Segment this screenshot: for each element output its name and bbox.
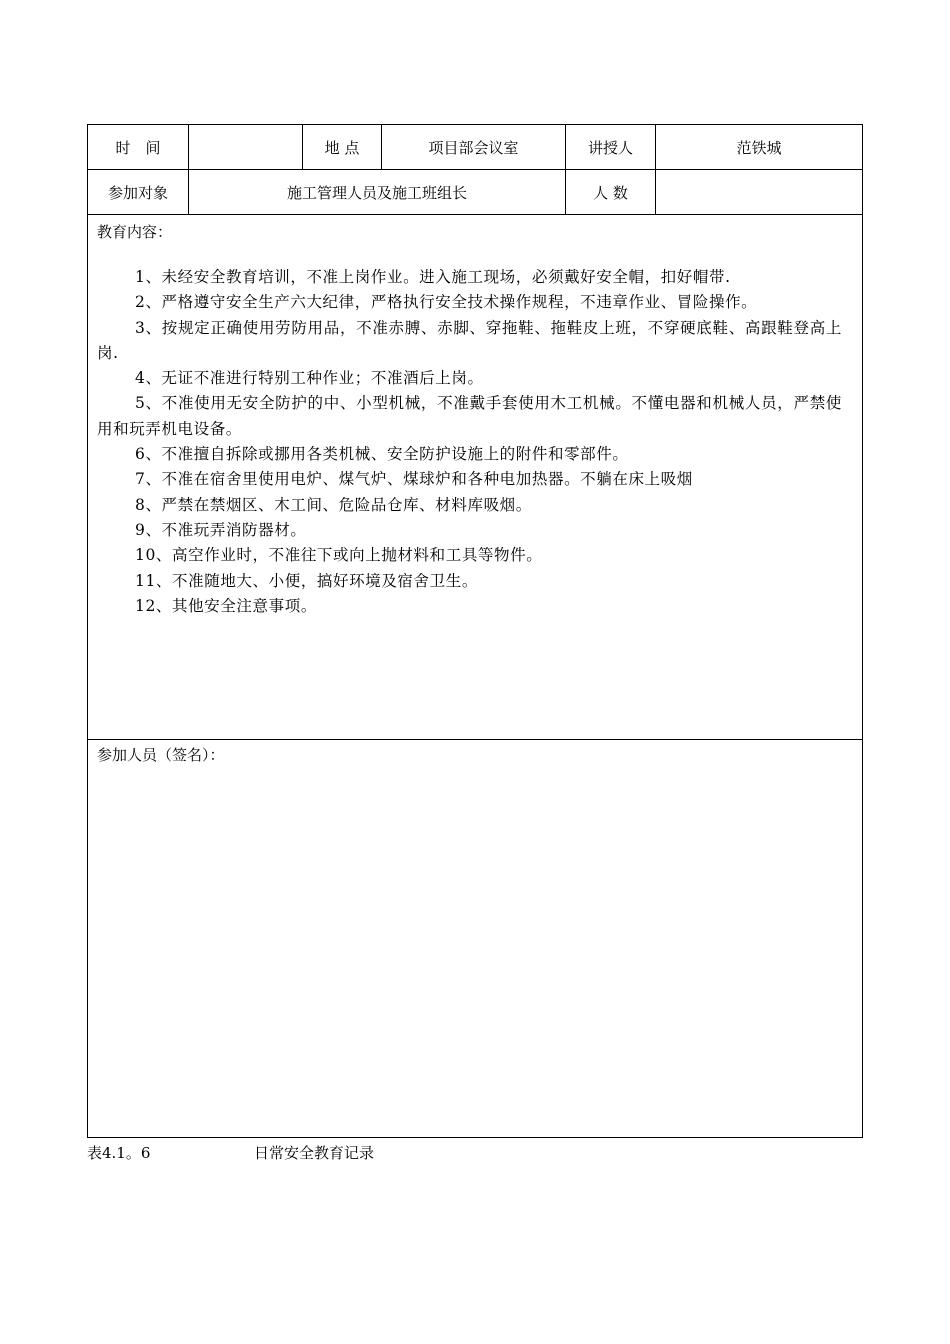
table-number: 表4.1。6: [87, 1144, 151, 1162]
safety-education-record-form: [87, 124, 863, 1138]
lecturer-label: 讲授人: [566, 125, 656, 169]
participants-value: 施工管理人员及施工班组长: [189, 170, 566, 214]
place-label: 地 点: [303, 125, 382, 169]
signature-section[interactable]: [88, 740, 862, 1137]
list-item: 12、其他安全注意事项。: [135, 596, 317, 615]
list-item: 10、高空作业时，不准往下或向上抛材料和工具等物件。: [135, 546, 543, 565]
time-value[interactable]: [189, 125, 303, 169]
place-value: 项目部会议室: [382, 125, 566, 169]
list-item: 1、未经安全教育培训，不准上岗作业。进入施工现场，必须戴好安全帽，扣好帽带.: [135, 268, 731, 286]
list-item: 3、按规定正确使用劳防用品，不准赤膊、赤脚、穿拖鞋、拖鞋皮上班，不穿硬底鞋、高跟鞋登高上岗.: [97, 318, 842, 362]
table-title: 日常安全教育记录: [254, 1144, 375, 1162]
list-item: 8、严禁在禁烟区、木工间、危险品仓库、材料库吸烟。: [135, 495, 532, 514]
time-label: 时 间: [88, 125, 189, 169]
header-row-1: [88, 125, 862, 170]
education-content-label: 教育内容：: [97, 223, 173, 241]
count-label: 人 数: [566, 170, 656, 214]
lecturer-value: 范铁城: [736, 138, 782, 157]
list-item: 5、不准使用无安全防护的中、小型机械，不准戴手套使用木工机械。不懂电器和机械人员，严禁使用和玩弄机电设备。: [97, 394, 842, 438]
list-item: 2、严格遵守安全生产六大纪律，严格执行安全技术操作规程，不违章作业、冒险操作。: [135, 293, 758, 312]
header-row-2: [88, 170, 862, 215]
education-content-section: [88, 215, 862, 740]
list-item: 9、不准玩弄消防器材。: [135, 520, 307, 539]
education-content-list: [97, 265, 842, 619]
participants-label: 参加对象: [88, 170, 189, 214]
list-item: 7、不准在宿舍里使用电炉、煤气炉、煤球炉和各种电加热器。不躺在床上吸烟: [135, 470, 693, 489]
list-item: 4、无证不准进行特别工种作业；不准酒后上岗。: [135, 369, 484, 388]
list-item: 6、不准擅自拆除或挪用各类机械、安全防护设施上的附件和零部件。: [135, 445, 629, 464]
count-value[interactable]: [656, 170, 862, 214]
list-item: 11、不准随地大、小便，搞好环境及宿舍卫生。: [135, 571, 478, 590]
signature-label: 参加人员（签名）：: [97, 746, 225, 764]
